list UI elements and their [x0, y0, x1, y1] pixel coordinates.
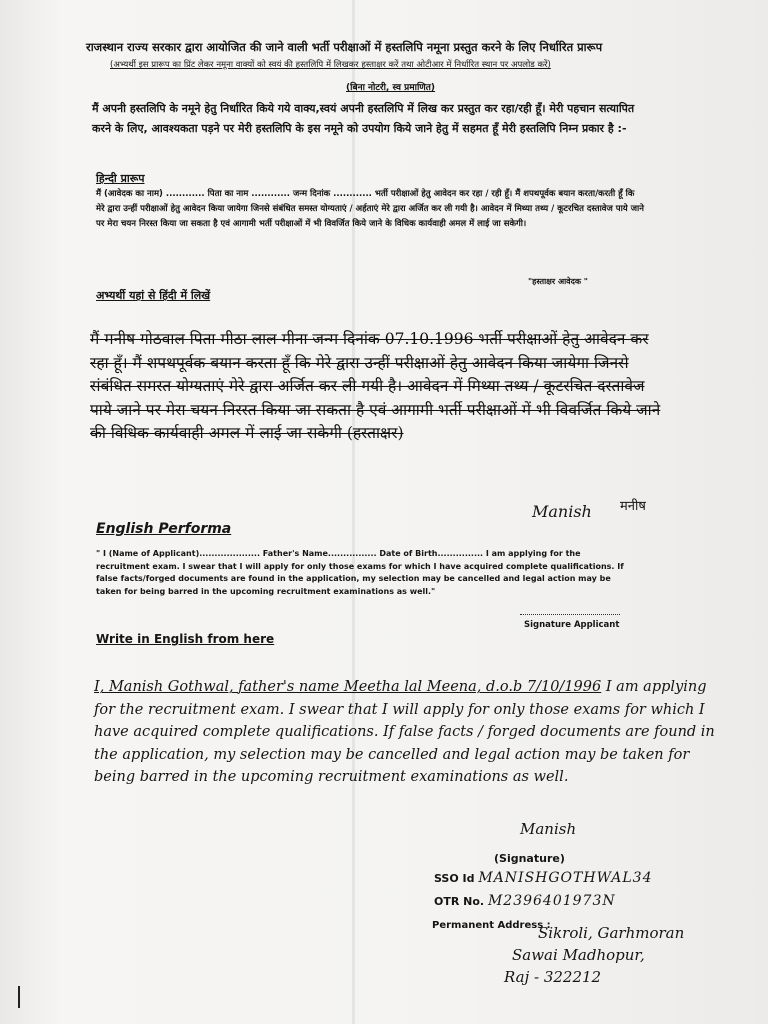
- hindi-handwritten-text: मैं मनीष गोठवाल पिता मीठा लाल मीना जन्म दिनांक 07.10.1996 भर्ती परीक्षाओं हेतु आवेदन कर रहा हूँ। मैं शपथपूर्वक बयान करता हूँ कि मेरे द्वारा उन्हीं परीक्षाओं हेतु आवेदन किया जायेगा जिनसे संबंधित समस्त योग्यताएं मेरे द्वारा अर्जित कर ली गयी है। आवेदन में मिथ्या तथ्य / कूटरचित दस्तावेज पाये जाने पर मेरा चयन निरस्त किया जा सकता है एवं आगामी भर्ती परीक्षाओं में भी विवर्जित किये जाने की विधिक कार्यवाही अमल में लाई जा सकेगी (हस्ताक्षर): [90, 330, 661, 442]
- form-title: राजस्थान राज्य सरकार द्वारा आयोजित की जाने वाली भर्ती परीक्षाओं में हस्तलिपि नमूना प्रस्तुत करने के लिए निर्धारित प्रारूप: [86, 40, 603, 54]
- otr-no-label: OTR No.: [434, 895, 485, 908]
- form-note: (बिना नोटरी, स्व प्रमाणित): [346, 83, 436, 93]
- sso-id-value: MANISHGOTHWAL34: [478, 870, 653, 886]
- paper-fold: [352, 0, 355, 1024]
- otr-no-value: M2396401973N: [487, 893, 616, 909]
- english-signature-label: Signature Applicant: [524, 620, 620, 630]
- address-line-1: Sikroli, Garhmoran: [538, 924, 685, 942]
- hindi-format-heading: हिन्दी प्रारूप: [96, 172, 145, 185]
- hindi-format-text: मैं (आवेदक का नाम) ............ पिता का नाम ............ जन्म दिनांक ............ भर्ती परीक्षाओं हेतु आवेदन कर रहा / रही हूँ। मैं शपथपूर्वक बयान करता/करती हूँ कि मेरे द्वारा उन्हीं परीक्षाओं हेतु आवेदन किया जायेगा जिनसे संबंधित समस्त योग्यताएं / अर्हताएं मेरे द्वारा अर्जित कर ली गयी है। आवेदन में मिथ्या तथ्य / कूटरचित दस्तावेज पाये जाने पर मेरा चयन निरस्त किया जा सकता है एवं आगामी भर्ती परीक्षाओं में भी विवर्जित किये जाने के विधिक कार्यवाही अमल में लाई जा सकेगी।: [96, 189, 644, 229]
- english-write-heading: Write in English from here: [96, 632, 275, 646]
- sso-id-label: SSO Id: [434, 872, 475, 885]
- hindi-write-heading: अभ्यर्थी यहां से हिंदी में लिखें: [96, 289, 211, 302]
- hindi-signature-label: "हस्ताक्षर आवेदक ": [528, 277, 588, 286]
- english-format-heading: English Performa: [96, 521, 232, 537]
- english-handwritten-text: [94, 676, 726, 789]
- english-handwritten-line-1: I, Manish Gothwal, father's name Meetha lal Meena, d.o.b 7/10/1996: [94, 679, 602, 695]
- english-handwritten-rest: I am applying for the recruitment exam. I swear that I will apply for only those exams for which I have acquired complete qualifications. If false facts / forged documents are found in the application, my selection may be cancelled and legal action may be taken for being barred in the upcoming recruitment examinations as well.: [94, 679, 715, 785]
- margin-mark: [18, 986, 20, 1008]
- english-format-text: " I (Name of Applicant).................... Father's Name................ Date of Birth............... I am applying for the recruitment exam. I swear that I will apply for only those exams for which I have acquired complete qualifications. If false facts/forged documents are found in the application, my selection may be cancelled and legal action may be taken for being barred in the upcoming recruitment examinations as well.": [96, 549, 624, 596]
- hindi-signature: Manish: [532, 502, 592, 521]
- signature-caption: (Signature): [494, 852, 565, 865]
- sso-id-row: [434, 870, 653, 886]
- form-instruction: (अभ्यर्थी इस प्रारूप का प्रिंट लेकर नमूना वाक्यों को स्वयं की हस्तलिपि में लिखकर हस्ताक्षर करें तथा ओटीआर में निर्धारित स्थान पर अपलोड करें): [110, 60, 551, 70]
- english-signature: Manish: [520, 820, 577, 838]
- otr-no-row: [434, 893, 616, 909]
- address-line-2: Sawai Madhopur,: [512, 946, 645, 964]
- address-label: Permanent Address :: [432, 920, 551, 931]
- hindi-signature-name: मनीष: [620, 499, 646, 514]
- address-line-3: Raj - 322212: [504, 968, 602, 986]
- intro-declaration: मैं अपनी हस्तलिपि के नमूने हेतु निर्धारित किये गये वाक्य,स्वयं अपनी हस्तलिपि में लिख कर प्रस्तुत कर रहा/रही हूँ। मेरी पहचान सत्यापित करने के लिए, आवश्यकता पड़ने पर मेरी हस्तलिपि के इस नमूने को उपयोग किये जाने हेतु में सहमत हूँ मेरी हस्तलिपि निम्न प्रकार है :-: [92, 102, 635, 135]
- signature-line: [520, 614, 620, 615]
